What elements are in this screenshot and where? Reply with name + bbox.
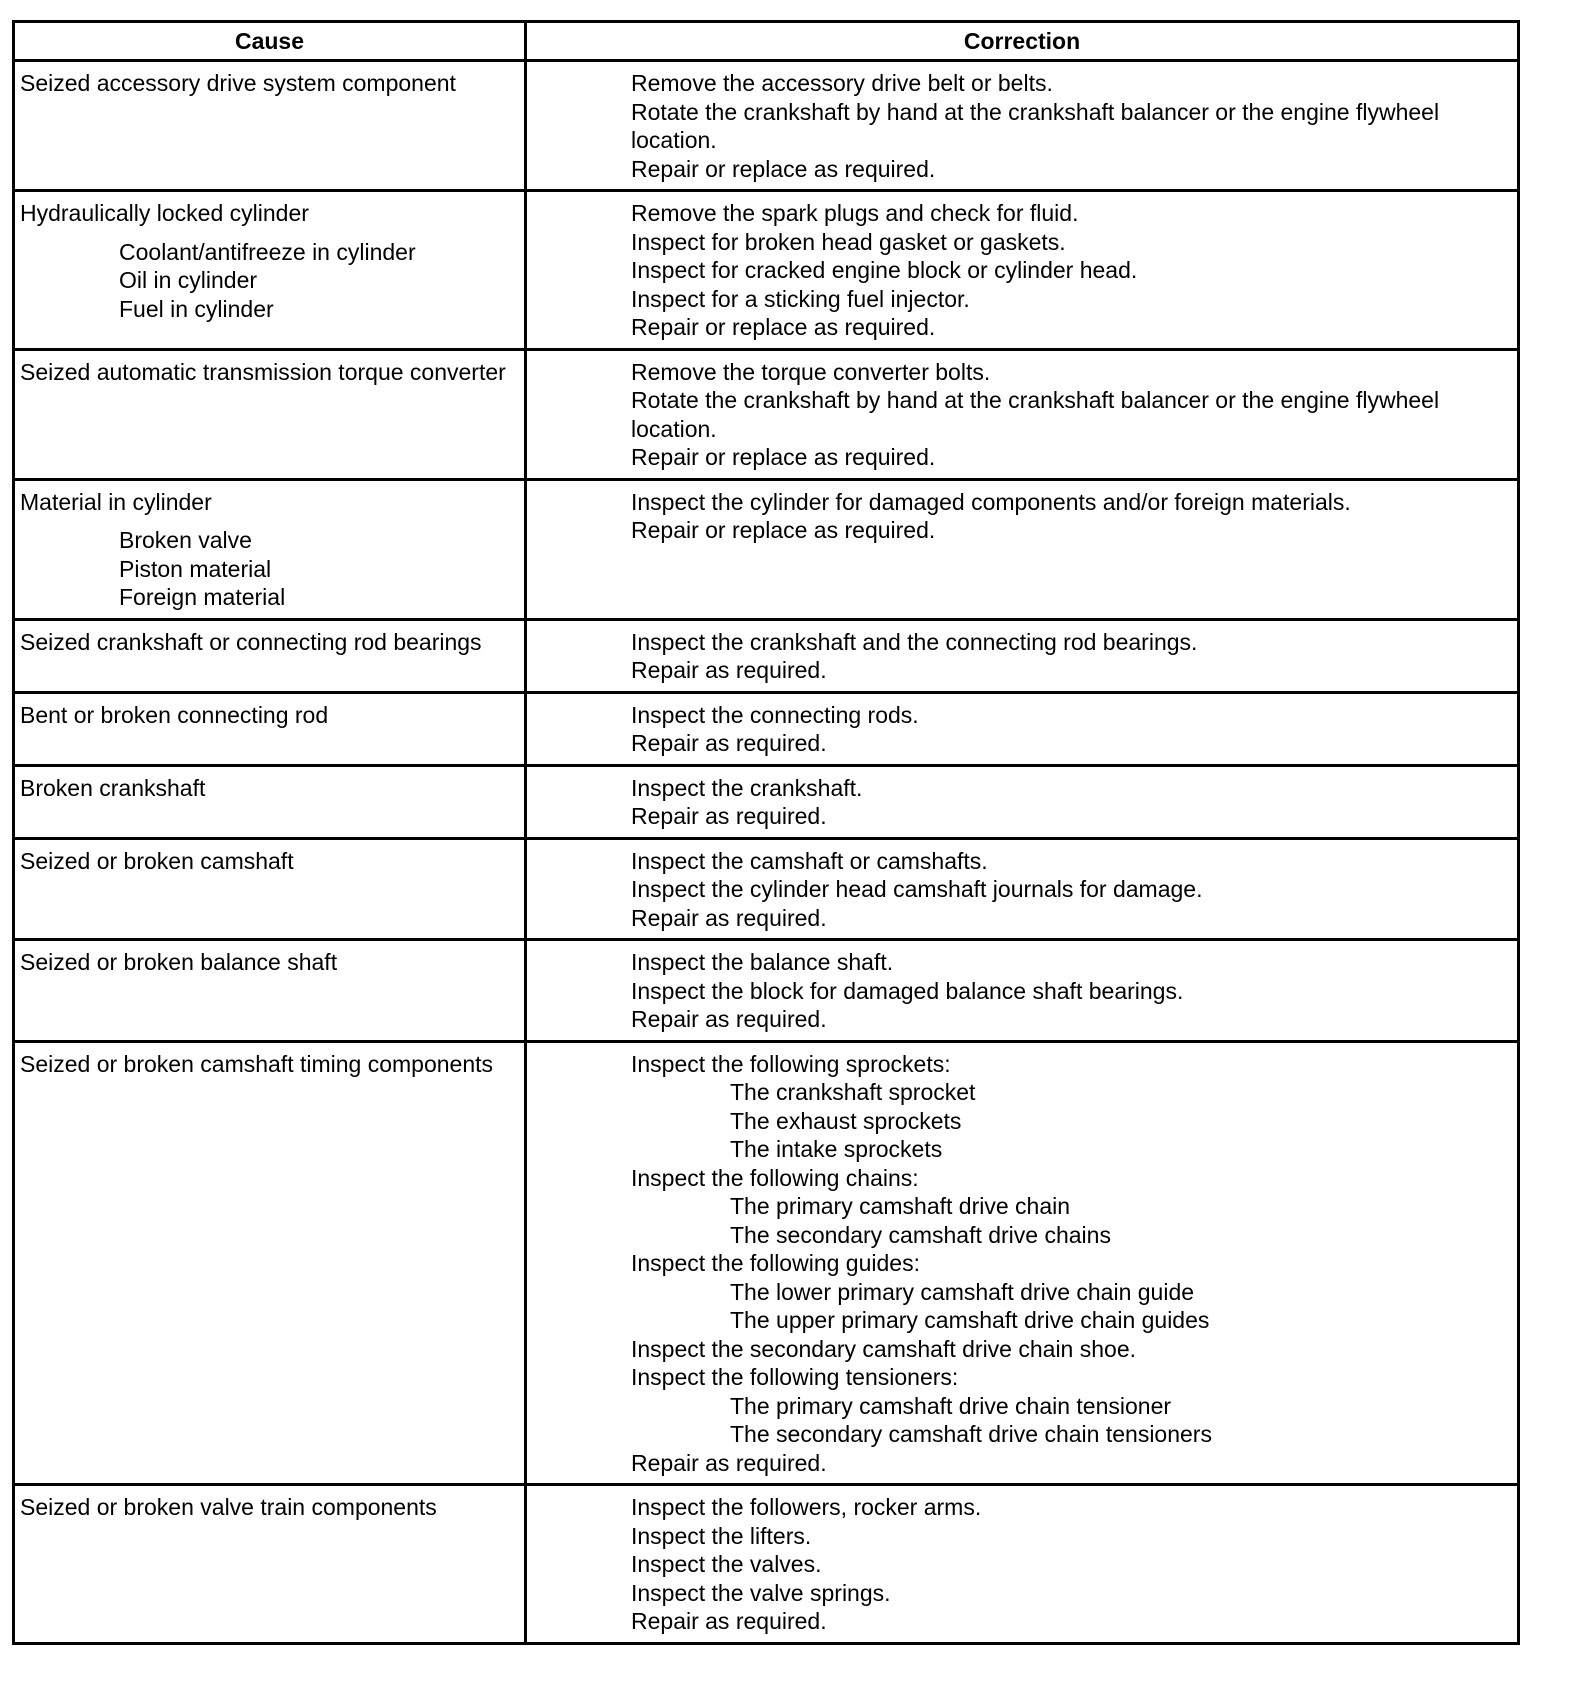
table-body xyxy=(14,61,1519,1644)
correction-step: Inspect the following sprockets: xyxy=(631,1050,951,1077)
cause-text: Seized or broken balance shaft xyxy=(20,949,338,975)
cause-text: Seized accessory drive system component xyxy=(20,70,456,96)
cause-cell xyxy=(14,61,526,191)
table-row xyxy=(14,1485,1519,1644)
correction-cell xyxy=(526,619,1519,692)
correction-step: Inspect the crankshaft and the connecting rod bearings. xyxy=(631,628,1198,655)
correction-step: Repair as required. xyxy=(631,730,827,756)
correction-step: Inspect for a sticking fuel injector. xyxy=(631,285,970,312)
cause-cell xyxy=(14,349,526,479)
correction-step: Inspect the connecting rods. xyxy=(631,701,919,728)
table-row xyxy=(14,61,1519,191)
correction-step: Inspect the following tensioners: xyxy=(631,1364,959,1390)
correction-step: Inspect the camshaft or camshafts. xyxy=(631,847,988,874)
correction-step: Inspect the crankshaft. xyxy=(631,774,863,801)
correction-sub-item: The primary camshaft drive chain xyxy=(730,1193,1071,1219)
correction-step: Inspect the valve springs. xyxy=(631,1579,891,1606)
spacer xyxy=(20,228,524,238)
correction-sub-item: The crankshaft sprocket xyxy=(730,1079,976,1105)
cause-text: Seized automatic transmission torque converter xyxy=(20,358,506,385)
correction-step: Inspect the following chains: xyxy=(631,1164,919,1191)
correction-cell xyxy=(526,1485,1519,1644)
correction-cell xyxy=(526,940,1519,1042)
cause-text: Seized crankshaft or connecting rod bearings xyxy=(20,628,482,655)
correction-step: Repair or replace as required. xyxy=(631,517,936,543)
table-row xyxy=(14,765,1519,838)
cause-cell xyxy=(14,838,526,940)
cause-text: Seized or broken camshaft timing components xyxy=(20,1050,494,1077)
cause-text: Material in cylinder xyxy=(20,488,212,515)
cause-sub-item: Piston material xyxy=(119,555,272,582)
correction-cell xyxy=(526,191,1519,350)
correction-sub-item: The primary camshaft drive chain tensioner xyxy=(730,1392,1172,1419)
correction-step: Inspect the cylinder for damaged components and/or foreign materials. xyxy=(631,488,1351,515)
correction-step: Repair as required. xyxy=(631,1608,827,1634)
correction-step: Inspect the lifters. xyxy=(631,1522,812,1549)
cause-text: Hydraulically locked cylinder xyxy=(20,200,309,226)
cause-cell xyxy=(14,765,526,838)
correction-cell xyxy=(526,1041,1519,1485)
cause-sub-item: Coolant/antifreeze in cylinder xyxy=(119,238,416,265)
correction-step: Inspect the block for damaged balance shaft bearings. xyxy=(631,977,1184,1004)
correction-step: Repair as required. xyxy=(631,904,827,931)
correction-step: Remove the spark plugs and check for fluid. xyxy=(631,200,1079,226)
spacer xyxy=(20,516,524,526)
cause-text: Seized or broken valve train components xyxy=(20,1494,437,1520)
correction-cell xyxy=(526,479,1519,619)
correction-header: Correction xyxy=(526,22,1519,61)
correction-cell xyxy=(526,838,1519,940)
cause-cell xyxy=(14,479,526,619)
correction-step: Inspect the valves. xyxy=(631,1551,822,1577)
cause-cell xyxy=(14,1041,526,1485)
correction-step: Inspect for broken head gasket or gaskets. xyxy=(631,228,1066,255)
correction-step: Repair as required. xyxy=(631,803,827,829)
correction-step: Remove the torque converter bolts. xyxy=(631,358,991,385)
correction-sub-item: The upper primary camshaft drive chain guides xyxy=(730,1307,1210,1333)
cause-cell xyxy=(14,1485,526,1644)
cause-cell xyxy=(14,692,526,765)
correction-step: Repair as required. xyxy=(631,1006,827,1032)
correction-sub-item: The intake sprockets xyxy=(730,1136,943,1162)
cause-sub-item: Oil in cylinder xyxy=(119,267,258,293)
cause-cell xyxy=(14,619,526,692)
cause-sub-item: Foreign material xyxy=(119,584,286,610)
cause-text: Broken crankshaft xyxy=(20,774,206,801)
correction-step: Rotate the crankshaft by hand at the crankshaft balancer or the engine flywheel location. xyxy=(631,98,1440,153)
correction-cell xyxy=(526,349,1519,479)
correction-cell xyxy=(526,692,1519,765)
cause-cell xyxy=(14,191,526,350)
correction-step: Remove the accessory drive belt or belts. xyxy=(631,70,1053,96)
correction-step: Inspect the balance shaft. xyxy=(631,949,894,975)
table-row xyxy=(14,191,1519,350)
table-row xyxy=(14,479,1519,619)
cause-text: Seized or broken camshaft xyxy=(20,847,294,874)
header-row xyxy=(14,22,1519,61)
correction-step: Rotate the crankshaft by hand at the crankshaft balancer or the engine flywheel location. xyxy=(631,387,1440,442)
correction-step: Repair or replace as required. xyxy=(631,314,936,340)
cause-cell xyxy=(14,940,526,1042)
correction-sub-item: The lower primary camshaft drive chain guide xyxy=(730,1278,1195,1305)
correction-sub-item: The exhaust sprockets xyxy=(730,1107,962,1134)
correction-step: Repair as required. xyxy=(631,1449,827,1476)
table-row xyxy=(14,619,1519,692)
correction-step: Inspect the secondary camshaft drive chain shoe. xyxy=(631,1335,1137,1362)
correction-step: Repair or replace as required. xyxy=(631,444,936,470)
table-row xyxy=(14,838,1519,940)
correction-step: Repair as required. xyxy=(631,657,827,683)
table-row xyxy=(14,1041,1519,1485)
correction-step: Inspect the cylinder head camshaft journals for damage. xyxy=(631,876,1203,902)
cause-header: Cause xyxy=(14,22,526,61)
correction-sub-item: The secondary camshaft drive chain tensioners xyxy=(730,1421,1212,1447)
correction-step: Inspect for cracked engine block or cylinder head. xyxy=(631,257,1138,283)
correction-sub-item: The secondary camshaft drive chains xyxy=(730,1221,1111,1248)
cause-correction-table xyxy=(12,20,1520,1645)
table-row xyxy=(14,349,1519,479)
cause-sub-item: Broken valve xyxy=(119,527,252,553)
table-row xyxy=(14,692,1519,765)
cause-text: Bent or broken connecting rod xyxy=(20,701,329,728)
correction-cell xyxy=(526,765,1519,838)
correction-step: Inspect the following guides: xyxy=(631,1250,920,1276)
cause-sub-item: Fuel in cylinder xyxy=(119,295,274,322)
correction-cell xyxy=(526,61,1519,191)
correction-step: Repair or replace as required. xyxy=(631,155,936,182)
correction-step: Inspect the followers, rocker arms. xyxy=(631,1494,982,1520)
table-row xyxy=(14,940,1519,1042)
